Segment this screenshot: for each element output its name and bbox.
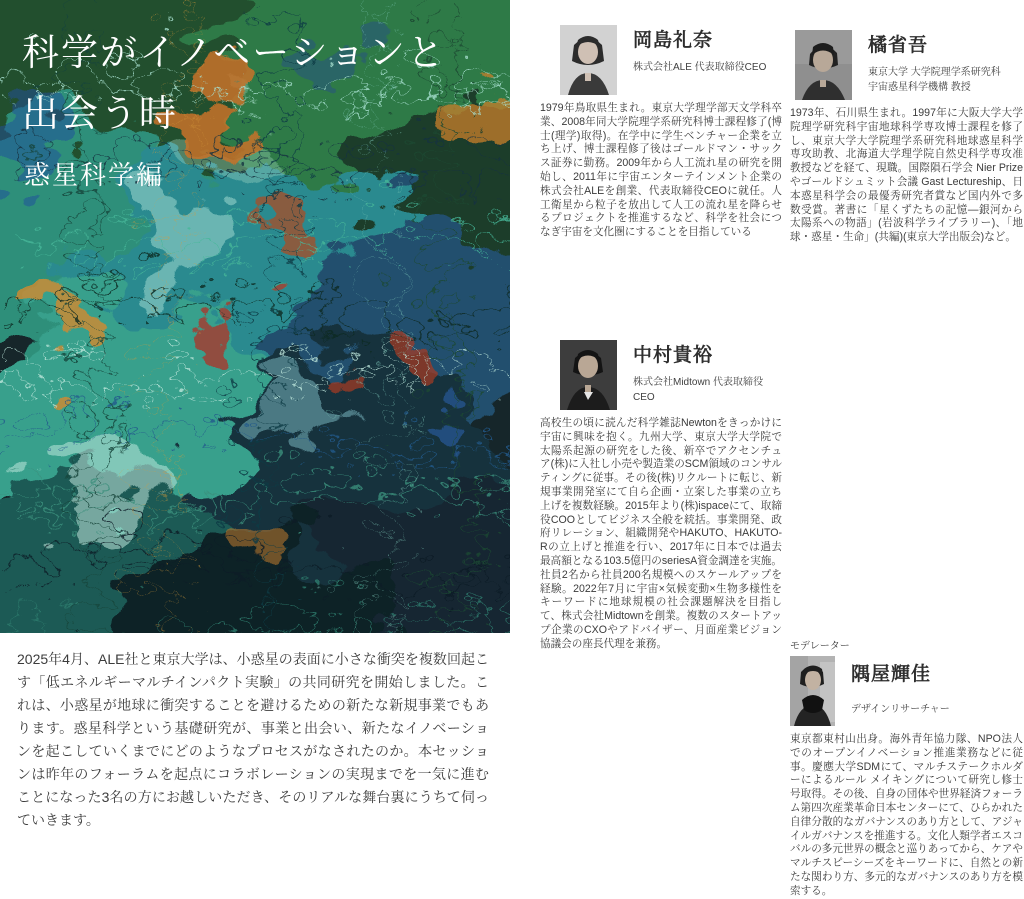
affiliation-line: 株式会社Midtown 代表取締役CEO [633,377,764,403]
speaker-bio-tachibana: 1973年、石川県生まれ。1997年に大阪大学大学院理学研究科宇宙地球科学専攻博士課程を修了し、東京大学大学院理学系研究科地球惑星科学専攻助教、北海道大学理学院自然史科学専攻准教授などを経て、現職。国際隕石学会 Nier Prizeやゴールドシュミット会議 Gast Lectureship、日本惑星科学会の最優秀研究者賞など国内外で多数受賞。著書に「星くずたちの記憶―銀河から太陽系への物語」(岩波科学ライブラリー)、「地球・惑星・生命」(共編)(東京大学出版会)など。 [790,107,1023,244]
moderator-bio-sumiya: 東京都東村山出身。海外青年協力隊、NPO法人でのオープンイノベーション推進業務などに従事。慶應大学SDMにて、マルチステークホルダーによるルール メイキングについて研究し修士号取得。その後、自身の団体や世界経済フォーラム第四次産業革命日本センターにて、ひらかれた自律分散的なガバナンスのあり方として、アジャイルガバナンスを推進する。文化人類学者エスコバルの多元世界の概念と巡りあってから、ケアやマルチスピーシーズをキーワードに、自然との新たな関わり方、多元的なガバナンスのあり方を模索する。 [790,733,1023,897]
speaker-affiliation-okajima [633,60,766,75]
speaker-name-okajima: 岡島礼奈 [633,30,714,51]
speaker-bio-okajima: 1979年鳥取県生まれ。東京大学理学部天文学科卒業、2008年同大学院理学系研究科博士課程修了(博士(理学)取得)。在学中に学生ベンチャー企業を立ち上げ、博士課程修了後はゴールドマン・サックス証券に勤務。2009年から人工流れ星の研究を開始し、2011年に宇宙エンターテインメント企業の株式会社ALEを創業、代表取締役CEOに就任。人工衛星から粒子を放出して人工の流れ星を降らせるプロジェクトを推進するなど、科学を社会につなぎ宇宙を文化圏にすることを目指している [540,102,782,239]
moderator-label: モデレーター [790,641,850,652]
moderator-card-sumiya [790,641,1023,899]
speaker-card-tachibana [790,30,1023,245]
page-title-line1: 科学がイノベーションと [22,32,446,73]
portrait-woman-icon [560,25,617,95]
portrait-man-dark-icon [560,340,617,410]
speaker-name-nakamura: 中村貴裕 [633,345,714,366]
speaker-id [617,25,766,95]
speaker-header [560,340,782,410]
speaker-photo-tachibana [795,30,852,100]
speaker-id [617,340,782,410]
page-title [22,22,446,144]
affiliation-line: 東京大学 大学院理学系研究科 [868,67,1001,78]
hero-section [0,0,510,633]
affiliation-line: デザインリサーチャー [851,704,950,715]
speaker-header [795,30,1023,100]
speaker-name-tachibana: 橘省吾 [868,35,929,56]
affiliation-line: 株式会社ALE 代表取締役CEO [633,62,767,73]
speaker-card-nakamura [540,340,782,652]
hero-text-overlay [22,22,446,190]
moderator-id [835,656,950,726]
affiliation-line: 宇宙惑星科学機構 教授 [868,82,971,93]
speaker-affiliation-nakamura [633,375,782,405]
moderator-photo-sumiya [790,656,835,726]
speaker-card-okajima [540,25,782,240]
portrait-person-scarf-icon [790,656,835,726]
speaker-photo-nakamura [560,340,617,410]
moderator-affiliation-sumiya [851,702,950,717]
page-subtitle: 惑星科学編 [24,160,165,190]
moderator-name-sumiya: 隅屋輝佳 [851,664,932,685]
speaker-header [790,656,1023,726]
speaker-affiliation-tachibana [868,65,1001,95]
speaker-id [852,30,1001,100]
intro-paragraph: 2025年4月、ALE社と東京大学は、小惑星の表面に小さな衝突を複数回起こす「低エネルギーマルチインパクト実験」の共同研究を開始しました。これは、小惑星が地球に衝突することを避けるための新たな新規事業でもあります。惑星科学という基礎研究が、事業と出会い、新たなイノベーションを起こしていくまでにどのようなプロセスがなされたのか。本セッションは昨年のフォーラムを起点にコラボレーションの実現までを一気に進むことになった3名の方にお越しいただき、そのリアルな舞台裏にうちて伺っていきます。 [17,651,489,828]
speaker-bio-nakamura: 高校生の頃に読んだ科学雑誌Newtonをきっかけに宇宙に興味を抱く。九州大学、東京大学大学院で太陽系起源の研究をした後、新卒でアクセンチュア(株)に入社し小売や製造業のSCM領域のコンサルティングに従事。その後(株)リクルートに転じ、新規事業開発室にて自ら企画・立案した事業の立ち上げを複数経験。2015年より(株)ispaceにて、取締役COOとしてビジネス全般を統括。事業開発、政府リレーション、組織開発やHAKUTO、HAKUTO-Rの立上げと推進を行い、2017年に日本では過去最高額となる103.5億円のseriesA資金調達を実施。社員2名から社員200名規模へのスケールアップを経験。2022年7月に宇宙×気候変動×生物多様性をキーワードに地球規模の社会課題解決を目指して、株式会社Midtownを創業。複数のスタートアップ企業のCXOやアドバイザー、月面産業ビジョン協議会の座長代理を兼務。 [540,417,782,650]
speaker-photo-okajima [560,25,617,95]
page-title-line2: 出会う時 [22,93,178,134]
speaker-header [560,25,782,95]
portrait-man-icon [795,30,852,100]
